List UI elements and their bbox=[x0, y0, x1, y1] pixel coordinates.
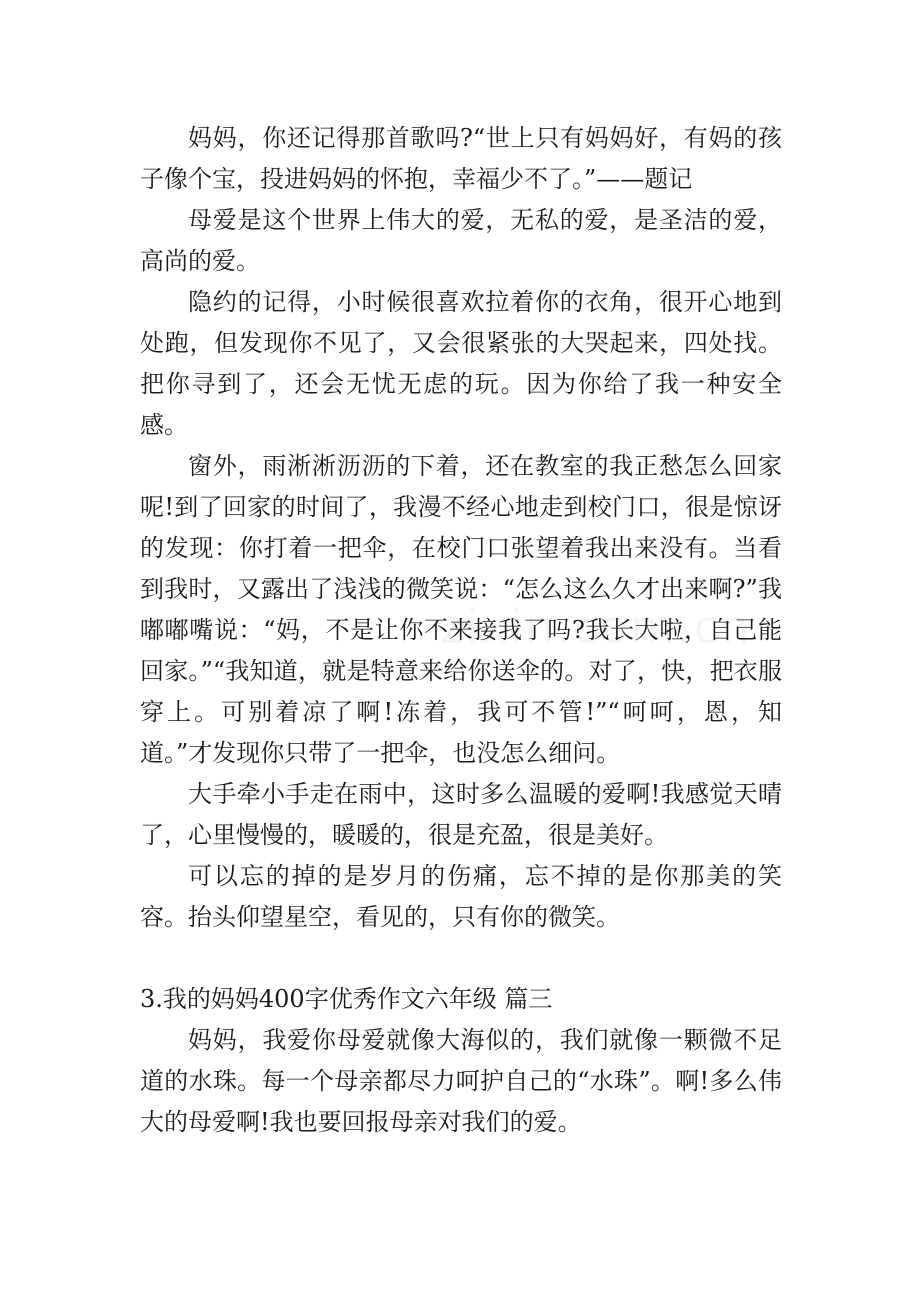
paragraph-childhood-memory: 隐约的记得，小时候很喜欢拉着你的衣角，很开心地到处跑，但发现你不见了，又会很紧张的大哭起来，四处找。把你寻到了，还会无忧无虑的玩。因为你给了我一种安全感。 bbox=[140, 288, 782, 439]
paragraph-walking-in-rain: 大手牵小手走在雨中，这时多么温暖的爱啊!我感觉天晴了，心里慢慢的，暖暖的，很是充盈，很是美好。 bbox=[140, 780, 782, 849]
paragraph-mother-love: 母爱是这个世界上伟大的爱，无私的爱，是圣洁的爱，高尚的爱。 bbox=[140, 206, 782, 275]
document-body bbox=[140, 118, 782, 1143]
paragraph-epigraph: 妈妈，你还记得那首歌吗?“世上只有妈妈好，有妈的孩子像个宝，投进妈妈的怀抱，幸福少不了。”——题记 bbox=[140, 124, 782, 193]
section-heading: 3.我的妈妈400字优秀作文六年级 篇三 bbox=[140, 985, 553, 1013]
paragraph-smile: 可以忘的掉的是岁月的伤痛，忘不掉的是你那美的笑容。抬头仰望星空，看见的，只有你的微笑。 bbox=[140, 862, 782, 931]
paragraph-section-three: 妈妈，我爱你母爱就像大海似的，我们就像一颗微不足道的水珠。每一个母亲都尽力呵护自己的“水珠”。啊!多么伟大的母爱啊!我也要回报母亲对我们的爱。 bbox=[140, 1026, 782, 1136]
paragraph-rain-story: 窗外，雨淅淅沥沥的下着，还在教室的我正愁怎么回家呢!到了回家的时间了，我漫不经心地走到校门口，很是惊讶的发现：你打着一把伞，在校门口张望着我出来没有。当看到我时，又露出了浅浅的微笑说：“怎么这么久才出来啊?”我嘟嘟嘴说：“妈，不是让你不来接我了吗?我长大啦，自己能回家。”“我知道，就是特意来给你送伞的。对了，快，把衣服穿上。可别着凉了啊!冻着，我可不管!”“呵呵，恩，知道。”才发现你只带了一把伞，也没怎么细问。 bbox=[140, 452, 782, 767]
